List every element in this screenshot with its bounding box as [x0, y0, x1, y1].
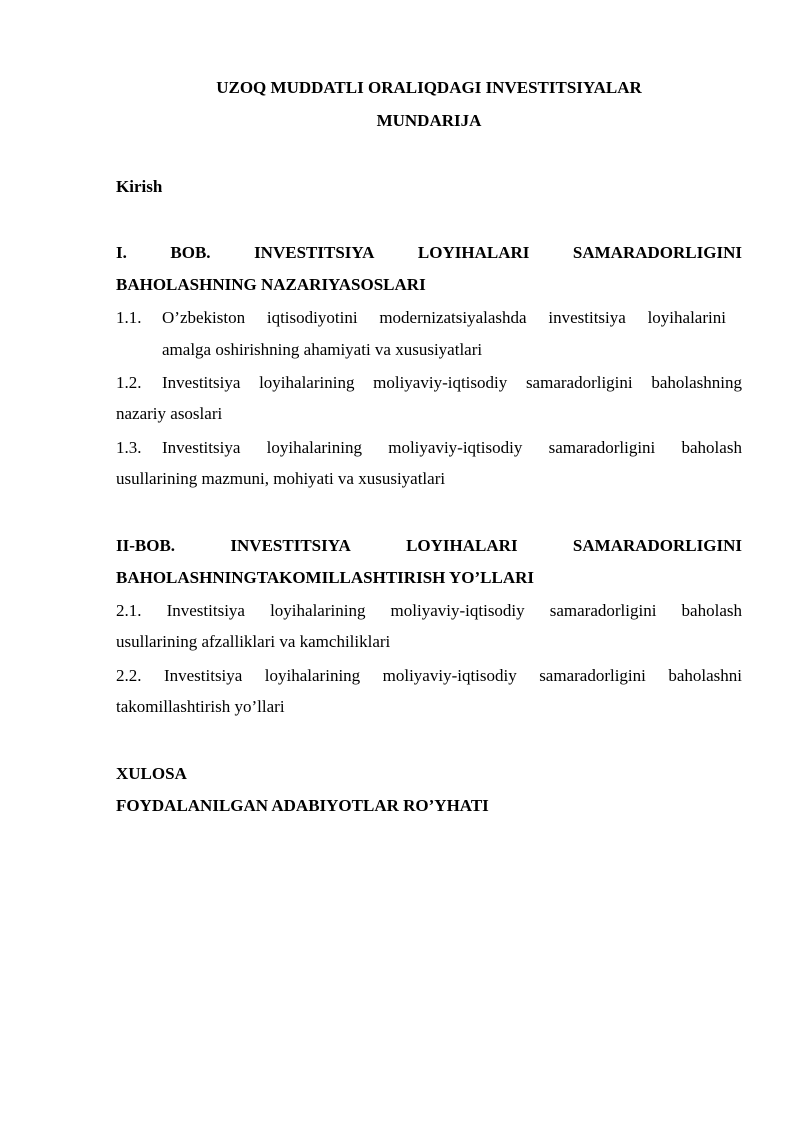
document-title: UZOQ MUDDATLI ORALIQDAGI INVESTITSIYALAR — [216, 78, 642, 97]
word: loyihalarini — [647, 308, 726, 327]
word: Investitsiya — [166, 601, 245, 620]
toc-section-1-2-line2: nazariy asoslari — [116, 404, 223, 423]
toc-section-1-1-line2: amalga oshirishning ahamiyati va xususiyatlari — [162, 340, 483, 359]
word: samaradorligini — [539, 666, 646, 685]
word: samaradorligini — [548, 438, 656, 457]
word: moliyaviy-iqtisodiy — [388, 438, 523, 457]
toc-item-intro: Kirish — [116, 177, 163, 196]
toc-item-conclusion: XULOSA — [116, 764, 187, 783]
word: BOB. — [170, 243, 211, 262]
section-words — [162, 373, 742, 393]
word: loyihalarining — [266, 438, 362, 457]
word: baholash — [681, 438, 742, 457]
word: II-BOB. — [116, 536, 176, 555]
toc-section-1-2-line1 — [116, 373, 742, 393]
word: loyihalarining — [264, 666, 361, 685]
toc-section-1-3-line1 — [116, 438, 742, 458]
toc-section-2-2-line1 — [116, 666, 742, 686]
word: modernizatsiyalashda — [379, 308, 527, 327]
word: loyihalarining — [270, 601, 366, 620]
word: baholash — [681, 601, 742, 620]
toc-section-2-1-line2: usullarining afzalliklari va kamchiliklari — [116, 632, 391, 651]
word: O’zbekiston — [162, 308, 246, 327]
toc-section-2-1-line1 — [116, 601, 742, 621]
toc-item-references: FOYDALANILGAN ADABIYOTLAR RO’YHATI — [116, 796, 489, 815]
word: moliyaviy-iqtisodiy — [390, 601, 525, 620]
word: 2.2. — [116, 666, 142, 685]
word: I. — [116, 243, 127, 262]
toc-chapter-2-line2: BAHOLASHNINGTAKOMILLASHTIRISH YO’LLARI — [116, 568, 534, 587]
toc-chapter-1-line1 — [116, 243, 742, 263]
word: samaradorligini — [525, 373, 633, 392]
section-words — [162, 308, 726, 328]
word: baholashning — [651, 373, 742, 392]
toc-section-1-3-line2: usullarining mazmuni, mohiyati va xususiyatlari — [116, 469, 446, 488]
word: SAMARADORLIGINI — [572, 243, 742, 262]
toc-chapter-2-line1 — [116, 536, 742, 556]
word: loyihalarining — [259, 373, 355, 392]
word: samaradorligini — [549, 601, 657, 620]
word: INVESTITSIYA — [254, 243, 375, 262]
word: moliyaviy-iqtisodiy — [382, 666, 517, 685]
toc-section-1-1-line1 — [116, 308, 742, 328]
toc-section-2-2-line2: takomillashtirish yo’llari — [116, 697, 285, 716]
word: LOYIHALARI — [406, 536, 518, 555]
word: Investitsiya — [163, 666, 243, 685]
word: INVESTITSIYA — [230, 536, 351, 555]
toc-heading: MUNDARIJA — [376, 111, 482, 130]
word: investitsiya — [548, 308, 626, 327]
section-words — [162, 438, 742, 458]
word: LOYIHALARI — [417, 243, 530, 262]
word: moliyaviy-iqtisodiy — [373, 373, 508, 392]
section-number: 1.3. — [116, 438, 142, 457]
section-number: 1.2. — [116, 373, 142, 392]
word: SAMARADORLIGINI — [572, 536, 742, 555]
word: Investitsiya — [162, 438, 241, 457]
word: iqtisodiyotini — [266, 308, 358, 327]
word: 2.1. — [116, 601, 142, 620]
section-number: 1.1. — [116, 308, 142, 327]
word: Investitsiya — [162, 373, 241, 392]
toc-chapter-1-line2: BAHOLASHNING NAZARIYASOSLARI — [116, 275, 426, 294]
word: baholashni — [668, 666, 742, 685]
